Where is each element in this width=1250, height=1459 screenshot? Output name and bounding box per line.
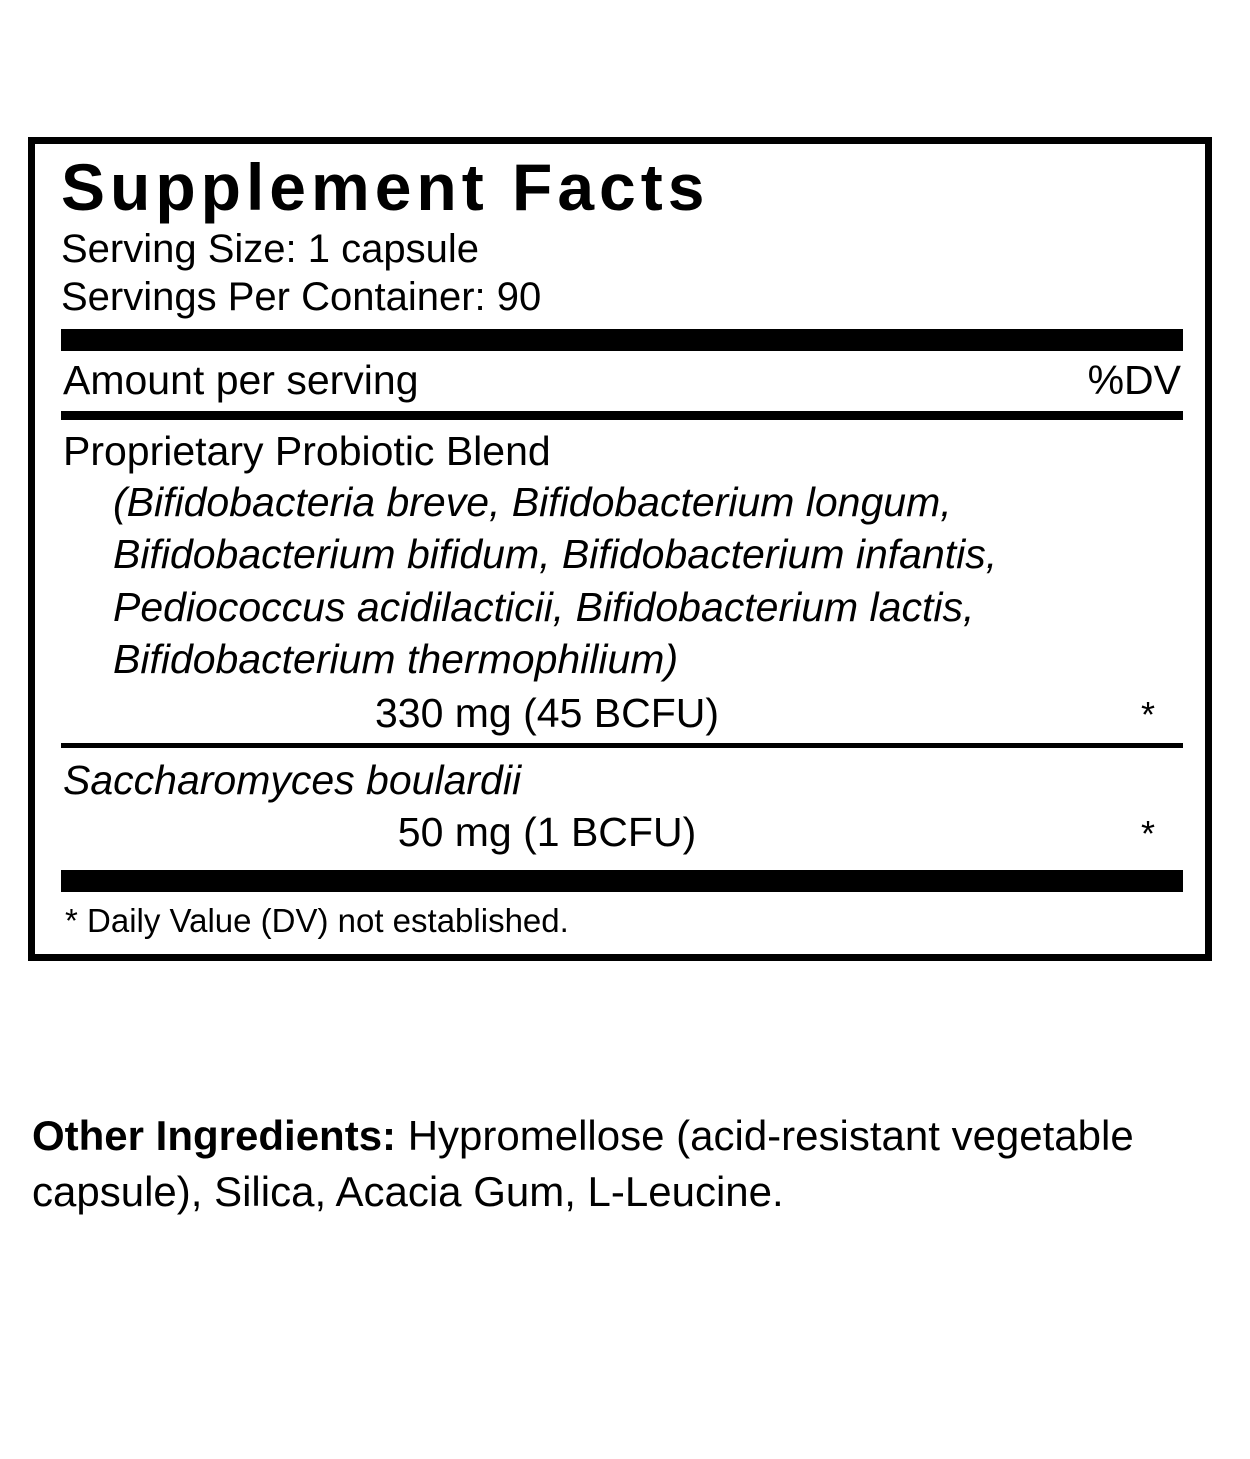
blend-strain-list: (Bifidobacteria breve, Bifidobacterium longum, Bifidobacterium bifidum, Bifidobacterium infantis, Pediococcus acidilacticii, Bifidobacterium lactis, Bifidobacterium thermophilium) bbox=[113, 478, 998, 683]
other-ingredients-label: Other Ingredients: bbox=[32, 1112, 397, 1159]
divider-thick-bottom bbox=[61, 870, 1183, 892]
nutrient-row-saccharomyces bbox=[61, 748, 1183, 862]
saccharomyces-dv: * bbox=[1140, 812, 1155, 854]
panel-title: Supplement Facts bbox=[61, 150, 710, 224]
saccharomyces-amount-row bbox=[61, 805, 1183, 862]
blend-name: Proprietary Probiotic Blend bbox=[63, 428, 551, 475]
blend-amount-row bbox=[61, 686, 1183, 743]
other-ingredients-text: Hypromellose (acid-resistant vegetable capsule), Silica, Acacia Gum, L-Leucine. bbox=[32, 1112, 1134, 1216]
blend-amount: 330 mg (45 BCFU) bbox=[374, 689, 720, 736]
supplement-facts-panel bbox=[28, 137, 1212, 961]
serving-size: Serving Size: 1 capsule bbox=[61, 227, 480, 272]
daily-value-header: %DV bbox=[1087, 357, 1181, 404]
nutrient-row-blend bbox=[61, 420, 1183, 742]
saccharomyces-name: Saccharomyces boulardii bbox=[63, 756, 522, 803]
saccharomyces-amount: 50 mg (1 BCFU) bbox=[397, 808, 697, 855]
amount-per-serving-label: Amount per serving bbox=[63, 357, 419, 404]
other-ingredients bbox=[32, 1108, 1222, 1221]
amount-per-serving-header-row bbox=[61, 351, 1183, 411]
daily-value-footnote: * Daily Value (DV) not established. bbox=[65, 901, 569, 939]
divider-thick-top bbox=[61, 329, 1183, 351]
divider-under-header bbox=[61, 411, 1183, 420]
blend-dv: * bbox=[1140, 693, 1155, 735]
servings-per-container: Servings Per Container: 90 bbox=[61, 275, 542, 320]
